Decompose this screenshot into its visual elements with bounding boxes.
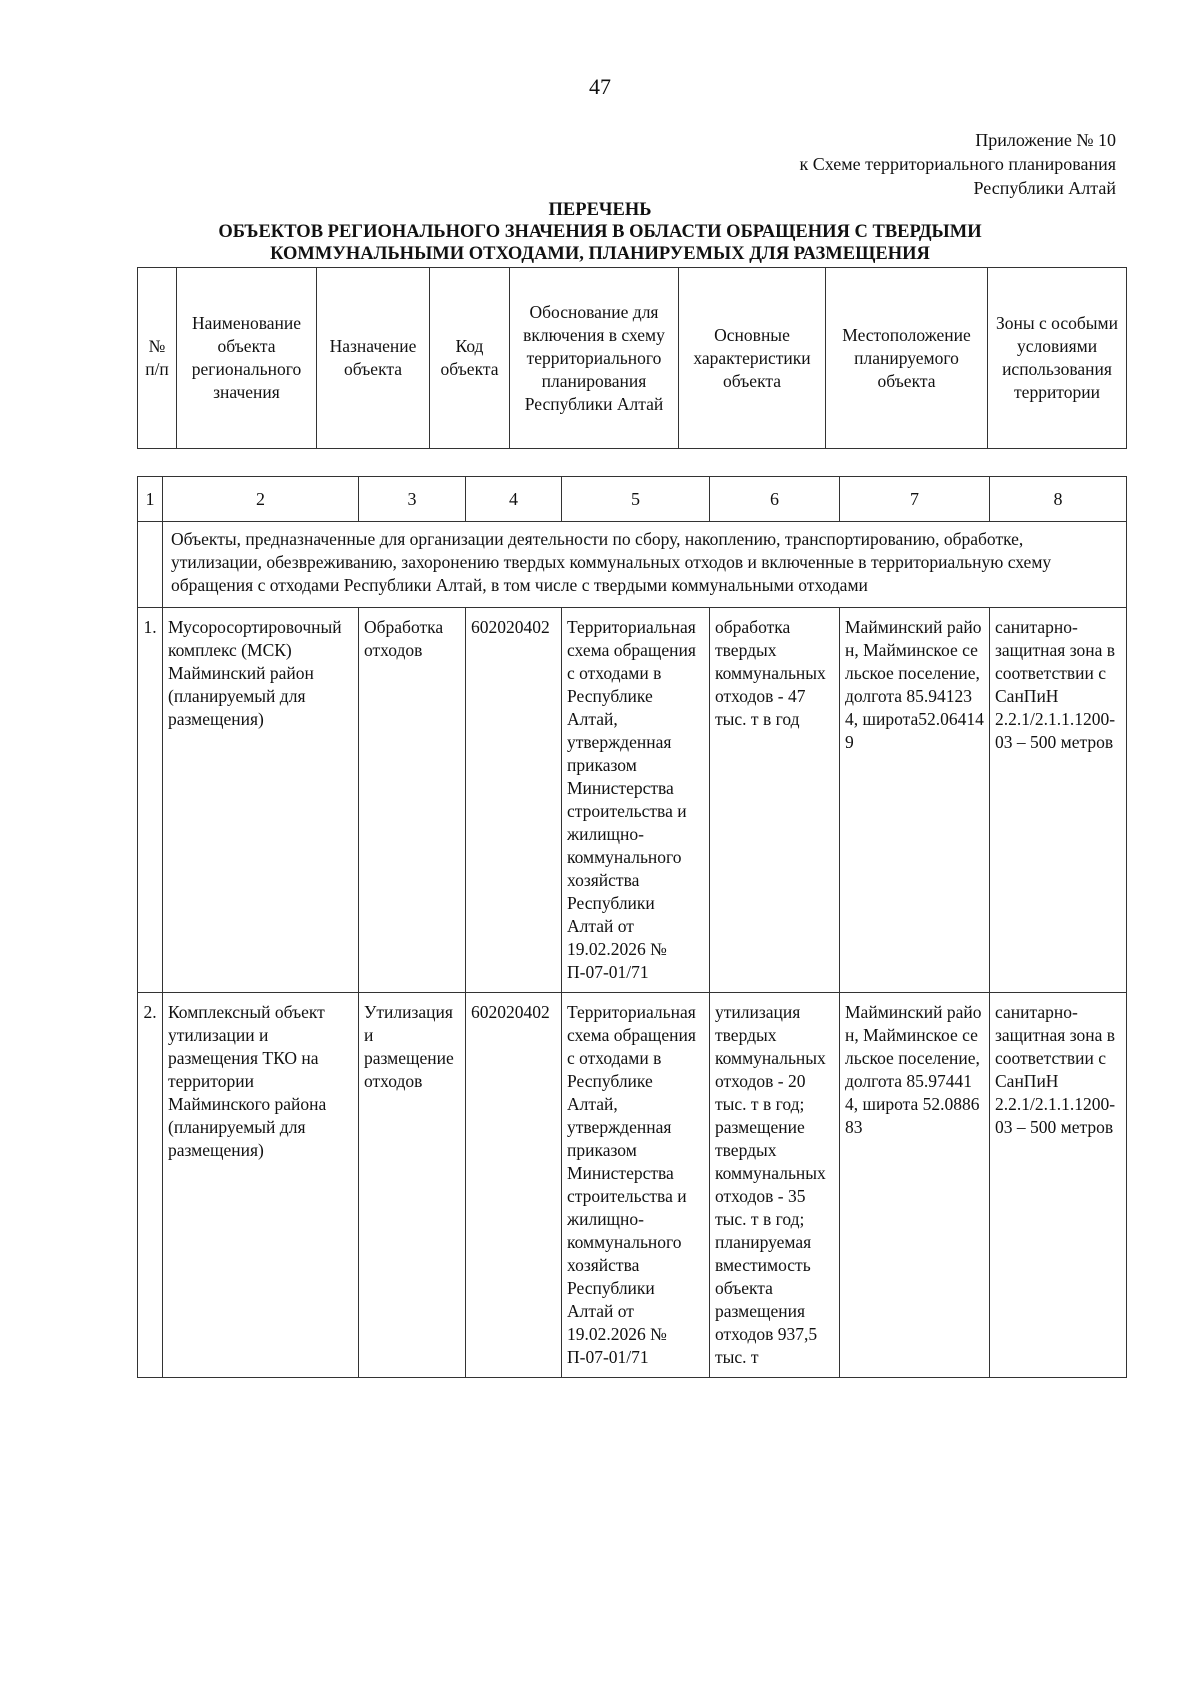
object-code: 602020402: [466, 608, 562, 993]
object-code: 602020402: [466, 993, 562, 1378]
object-basis: Территориальная схема обращения с отходами в Республике Алтай, утвержденная приказом Министерства строительства и жилищно-коммунального хозяйства Республики Алтай от 19.02.2026 № П-07-01/71: [562, 993, 710, 1378]
objects-table: [137, 476, 1127, 1378]
object-name: Комплексный объект утилизации и размещения ТКО на территории Майминского района (планируемый для размещения): [163, 993, 359, 1378]
object-name: Мусоросортировочный комплекс (МСК) Майминский район (планируемый для размещения): [163, 608, 359, 993]
header-cell-purpose: Назначение объекта: [317, 268, 430, 449]
object-basis: Территориальная схема обращения с отходами в Республике Алтай, утвержденная приказом Министерства строительства и жилищно-коммунального хозяйства Республики Алтай от 19.02.2026 № П-07-01/71: [562, 608, 710, 993]
column-number-row: [138, 477, 1127, 522]
title-line: ПЕРЕЧЕНЬ: [548, 200, 652, 220]
section-row: [138, 522, 1127, 608]
object-purpose: Обработка отходов: [359, 608, 466, 993]
object-zones: санитарно-защитная зона в соответствии с СанПиН 2.2.1/2.1.1.1200-03 – 500 метров: [990, 608, 1127, 993]
header-row: [138, 268, 1127, 449]
column-number: 3: [359, 477, 466, 522]
appendix-line: к Схеме территориального планирования: [799, 154, 1116, 174]
appendix-line: Приложение № 10: [975, 130, 1116, 150]
title-line: КОММУНАЛЬНЫМИ ОТХОДАМИ, ПЛАНИРУЕМЫХ ДЛЯ РАЗМЕЩЕНИЯ: [270, 244, 930, 264]
header-cell-name: Наименование объекта регионального значения: [177, 268, 317, 449]
object-characteristics: утилизация твердых коммунальных отходов - 20 тыс. т в год; размещение твердых коммунальных отходов - 35 тыс. т в год; планируемая вместимость объекта размещения отходов 937,5 тыс. т: [710, 993, 840, 1378]
column-number: 4: [466, 477, 562, 522]
document-title: [0, 199, 1200, 265]
appendix-block: [800, 128, 1117, 200]
object-purpose: Утилизация и размещение отходов: [359, 993, 466, 1378]
table-row: [138, 993, 1127, 1378]
object-location: Майминский район, Майминское сельское поселение, долгота 85.941234, широта52.064149: [840, 608, 990, 993]
header-cell-code: Код объекта: [430, 268, 510, 449]
header-cell-zones: Зоны с особыми условиями использования территории: [988, 268, 1127, 449]
header-cell-number: № п/п: [138, 268, 177, 449]
header-cell-location: Местоположение планируемого объекта: [826, 268, 988, 449]
section-empty-cell: [138, 522, 163, 608]
column-number: 6: [710, 477, 840, 522]
appendix-line: Республики Алтай: [973, 178, 1116, 198]
object-zones: санитарно-защитная зона в соответствии с СанПиН 2.2.1/2.1.1.1200-03 – 500 метров: [990, 993, 1127, 1378]
row-number: 2.: [138, 993, 163, 1378]
object-characteristics: обработка твердых коммунальных отходов - 47 тыс. т в год: [710, 608, 840, 993]
row-number: 1.: [138, 608, 163, 993]
column-number: 7: [840, 477, 990, 522]
header-cell-basis: Обоснование для включения в схему территориального планирования Республики Алтай: [510, 268, 679, 449]
column-number: 5: [562, 477, 710, 522]
column-number: 8: [990, 477, 1127, 522]
column-number: 2: [163, 477, 359, 522]
page-number: 47: [589, 74, 611, 99]
title-line: ОБЪЕКТОВ РЕГИОНАЛЬНОГО ЗНАЧЕНИЯ В ОБЛАСТИ ОБРАЩЕНИЯ С ТВЕРДЫМИ: [218, 222, 982, 242]
table-row: [138, 608, 1127, 993]
section-title: Объекты, предназначенные для организации деятельности по сбору, накоплению, транспортированию, обработке, утилизации, обезвреживанию, захоронению твердых коммунальных отходов и включенные в территориальную схему обращения с отходами Республики Алтай, в том числе с твердыми коммунальными отходами: [163, 522, 1127, 608]
object-location: Майминский район, Майминское сельское поселение, долгота 85.974414, широта 52.088683: [840, 993, 990, 1378]
header-cell-characteristics: Основные характеристики объекта: [679, 268, 826, 449]
column-number: 1: [138, 477, 163, 522]
header-table: [137, 267, 1127, 449]
